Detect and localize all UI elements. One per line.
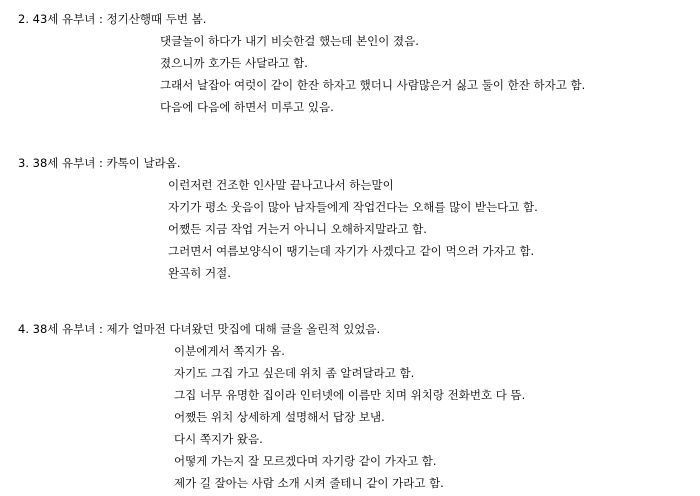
entry-line: 다시 쪽지가 왔음. bbox=[174, 432, 263, 446]
entry-line: 다음에 다음에 하면서 미루고 있음. bbox=[160, 100, 334, 114]
entry-spacer bbox=[0, 284, 700, 318]
entry-line: 댓글놀이 하다가 내기 비슷한걸 했는데 본인이 졌음. bbox=[160, 34, 419, 48]
entry-heading: 4. 38세 유부녀 : 제가 얼마전 다녀왔던 맛집에 대해 글을 올린적 있었음. bbox=[18, 322, 381, 336]
entry-spacer bbox=[0, 118, 700, 152]
entry-line: 자기가 평소 웃음이 많아 남자들에게 작업건다는 오해를 많이 받는다고 함. bbox=[168, 200, 538, 214]
entry-line: 어쨌든 지금 작업 거는거 아니니 오해하지말라고 함. bbox=[168, 222, 427, 236]
entry-line: 졌으니까 호가든 사달라고 함. bbox=[160, 56, 308, 70]
entry-line: 이분에게서 쪽지가 옴. bbox=[174, 344, 285, 358]
entry-line-list bbox=[0, 30, 700, 118]
entry-line-list bbox=[0, 340, 700, 494]
entry-line: 완곡히 거절. bbox=[168, 266, 231, 280]
entry-line: 그집 너무 유명한 집이라 인터넷에 이름만 치며 위치랑 전화번호 다 뜸. bbox=[174, 388, 526, 402]
entry-line: 어쨌든 위치 상세하게 설명해서 답장 보냄. bbox=[174, 410, 385, 424]
entry-line-list bbox=[0, 174, 700, 284]
entry-line: 자기도 그집 가고 싶은데 위치 좀 알려달라고 함. bbox=[174, 366, 415, 380]
entry-line: 그래서 날잡아 여럿이 같이 한잔 하자고 했더니 사람많은거 싫고 둘이 한잔 하자고 함. bbox=[160, 78, 586, 92]
text-entry-2 bbox=[0, 8, 700, 118]
entry-heading: 3. 38세 유부녀 : 카톡이 날라옴. bbox=[18, 156, 181, 170]
entry-line: 어떻게 가는지 잘 모르겠다며 자기랑 같이 가자고 함. bbox=[174, 454, 437, 468]
text-entry-3 bbox=[0, 152, 700, 284]
entry-line: 제가 길 잘아는 사람 소개 시켜 줄테니 같이 가라고 함. bbox=[174, 476, 444, 490]
entry-line: 그러면서 여름보양식이 땡기는데 자기가 사겠다고 같이 먹으러 가자고 함. bbox=[168, 244, 535, 258]
entry-heading: 2. 43세 유부녀 : 정기산행때 두번 봄. bbox=[18, 12, 207, 26]
text-entry-4 bbox=[0, 318, 700, 494]
entry-line: 이런저런 건조한 인사말 끝나고나서 하는말이 bbox=[168, 178, 394, 192]
